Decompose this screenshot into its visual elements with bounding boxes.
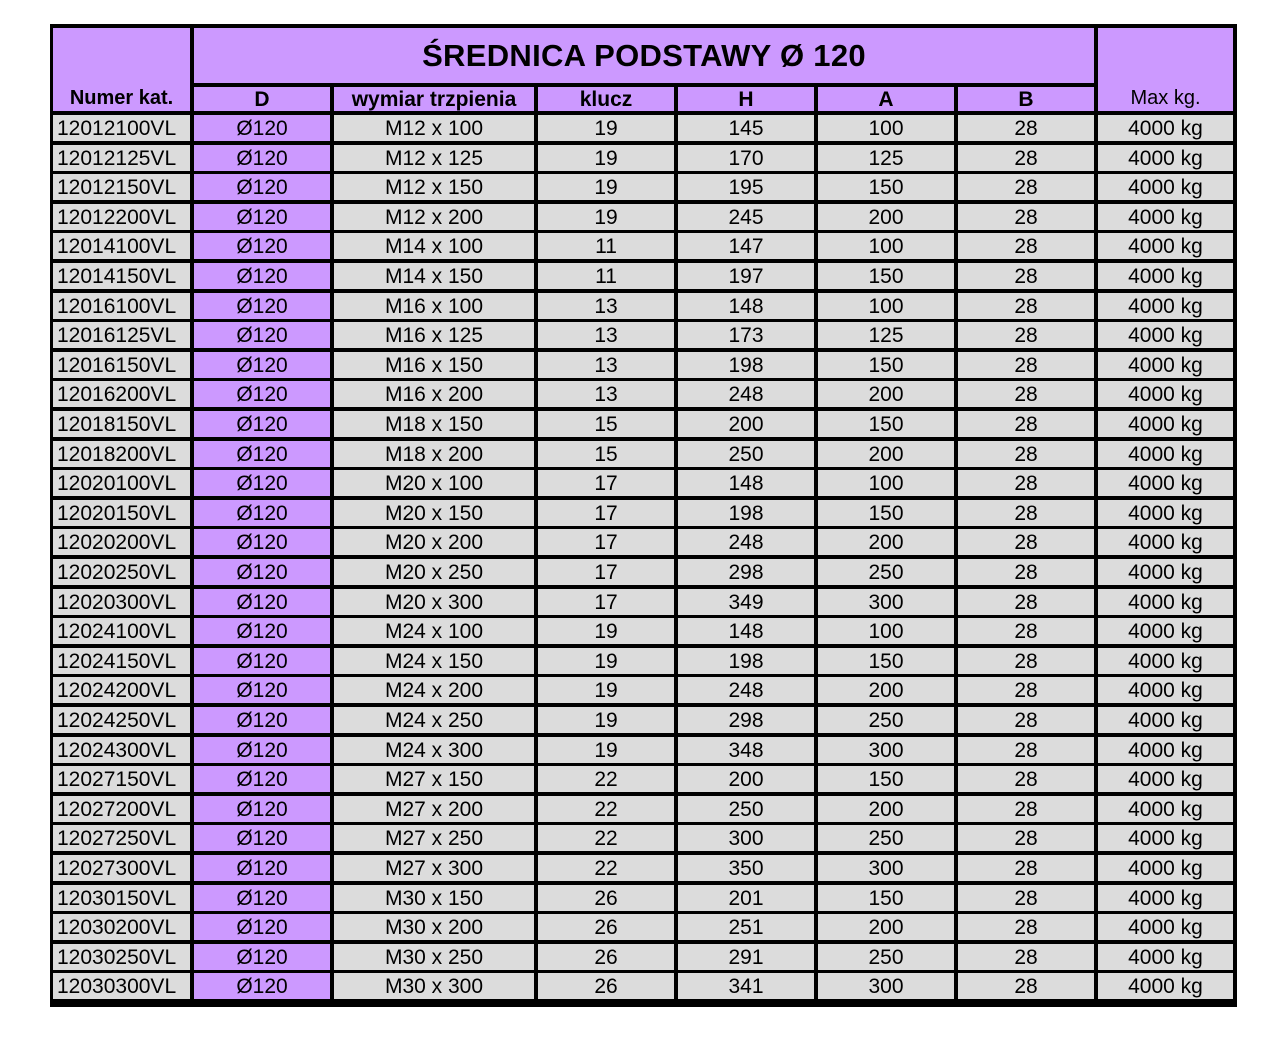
cell-klucz: 15	[538, 441, 674, 467]
cell-max-kg: 4000 kg	[1098, 500, 1233, 526]
cell-d: Ø120	[194, 115, 330, 141]
cell-b: 28	[958, 293, 1094, 319]
cell-klucz: 19	[538, 115, 674, 141]
cell-wymiar-trzpienia: M18 x 150	[334, 411, 534, 437]
cell-b: 28	[958, 381, 1094, 407]
cell-wymiar-trzpienia: M24 x 300	[334, 737, 534, 763]
cell-h: 148	[678, 293, 814, 319]
cell-numer-kat: 12012125VL	[53, 145, 190, 171]
cell-d: Ø120	[194, 885, 330, 911]
cell-a: 125	[818, 322, 954, 348]
header-klucz: klucz	[538, 87, 674, 111]
cell-a: 200	[818, 529, 954, 555]
cell-h: 200	[678, 766, 814, 792]
cell-klucz: 22	[538, 855, 674, 881]
cell-klucz: 13	[538, 293, 674, 319]
cell-max-kg: 4000 kg	[1098, 145, 1233, 171]
cell-b: 28	[958, 885, 1094, 911]
cell-a: 100	[818, 233, 954, 259]
header-b: B	[958, 87, 1094, 111]
cell-numer-kat: 12027300VL	[53, 855, 190, 881]
cell-max-kg: 4000 kg	[1098, 470, 1233, 496]
cell-max-kg: 4000 kg	[1098, 825, 1233, 851]
cell-numer-kat: 12012150VL	[53, 174, 190, 200]
cell-a: 150	[818, 885, 954, 911]
cell-max-kg: 4000 kg	[1098, 115, 1233, 141]
cell-b: 28	[958, 470, 1094, 496]
cell-h: 350	[678, 855, 814, 881]
header-numer-kat: Numer kat.	[53, 28, 190, 111]
cell-wymiar-trzpienia: M30 x 250	[334, 944, 534, 970]
cell-b: 28	[958, 322, 1094, 348]
cell-numer-kat: 12024100VL	[53, 618, 190, 644]
cell-numer-kat: 12014100VL	[53, 233, 190, 259]
cell-h: 148	[678, 470, 814, 496]
cell-h: 348	[678, 737, 814, 763]
cell-a: 100	[818, 293, 954, 319]
cell-a: 300	[818, 589, 954, 615]
cell-numer-kat: 12020300VL	[53, 589, 190, 615]
cell-klucz: 19	[538, 145, 674, 171]
cell-max-kg: 4000 kg	[1098, 411, 1233, 437]
cell-b: 28	[958, 944, 1094, 970]
cell-numer-kat: 12030250VL	[53, 944, 190, 970]
cell-numer-kat: 12014150VL	[53, 263, 190, 289]
cell-wymiar-trzpienia: M16 x 200	[334, 381, 534, 407]
cell-b: 28	[958, 766, 1094, 792]
cell-a: 300	[818, 973, 954, 999]
cell-h: 248	[678, 381, 814, 407]
cell-max-kg: 4000 kg	[1098, 441, 1233, 467]
cell-b: 28	[958, 648, 1094, 674]
cell-max-kg: 4000 kg	[1098, 885, 1233, 911]
cell-d: Ø120	[194, 470, 330, 496]
cell-max-kg: 4000 kg	[1098, 589, 1233, 615]
cell-h: 250	[678, 441, 814, 467]
cell-h: 170	[678, 145, 814, 171]
cell-d: Ø120	[194, 174, 330, 200]
cell-h: 250	[678, 796, 814, 822]
cell-d: Ø120	[194, 648, 330, 674]
cell-klucz: 19	[538, 707, 674, 733]
cell-d: Ø120	[194, 559, 330, 585]
cell-numer-kat: 12018150VL	[53, 411, 190, 437]
cell-wymiar-trzpienia: M14 x 100	[334, 233, 534, 259]
cell-klucz: 19	[538, 618, 674, 644]
cell-wymiar-trzpienia: M20 x 300	[334, 589, 534, 615]
cell-klucz: 13	[538, 322, 674, 348]
cell-wymiar-trzpienia: M14 x 150	[334, 263, 534, 289]
cell-b: 28	[958, 115, 1094, 141]
cell-b: 28	[958, 174, 1094, 200]
cell-h: 300	[678, 825, 814, 851]
cell-wymiar-trzpienia: M30 x 300	[334, 973, 534, 999]
cell-h: 147	[678, 233, 814, 259]
cell-wymiar-trzpienia: M12 x 125	[334, 145, 534, 171]
cell-klucz: 11	[538, 233, 674, 259]
cell-h: 251	[678, 914, 814, 940]
cell-wymiar-trzpienia: M16 x 125	[334, 322, 534, 348]
cell-max-kg: 4000 kg	[1098, 352, 1233, 378]
cell-a: 250	[818, 825, 954, 851]
cell-a: 125	[818, 145, 954, 171]
cell-max-kg: 4000 kg	[1098, 529, 1233, 555]
cell-a: 150	[818, 352, 954, 378]
cell-b: 28	[958, 233, 1094, 259]
cell-d: Ø120	[194, 766, 330, 792]
cell-max-kg: 4000 kg	[1098, 648, 1233, 674]
cell-klucz: 13	[538, 352, 674, 378]
cell-klucz: 26	[538, 973, 674, 999]
cell-d: Ø120	[194, 204, 330, 230]
cell-a: 200	[818, 441, 954, 467]
cell-d: Ø120	[194, 500, 330, 526]
cell-wymiar-trzpienia: M16 x 100	[334, 293, 534, 319]
cell-b: 28	[958, 825, 1094, 851]
cell-a: 100	[818, 115, 954, 141]
cell-d: Ø120	[194, 855, 330, 881]
cell-a: 150	[818, 174, 954, 200]
cell-wymiar-trzpienia: M30 x 150	[334, 885, 534, 911]
cell-klucz: 19	[538, 204, 674, 230]
cell-wymiar-trzpienia: M27 x 300	[334, 855, 534, 881]
cell-klucz: 17	[538, 529, 674, 555]
cell-numer-kat: 12020100VL	[53, 470, 190, 496]
cell-klucz: 19	[538, 737, 674, 763]
cell-b: 28	[958, 589, 1094, 615]
cell-b: 28	[958, 618, 1094, 644]
cell-max-kg: 4000 kg	[1098, 707, 1233, 733]
cell-numer-kat: 12018200VL	[53, 441, 190, 467]
cell-numer-kat: 12030200VL	[53, 914, 190, 940]
cell-d: Ø120	[194, 589, 330, 615]
cell-b: 28	[958, 204, 1094, 230]
cell-numer-kat: 12020200VL	[53, 529, 190, 555]
header-d: D	[194, 87, 330, 111]
cell-wymiar-trzpienia: M12 x 150	[334, 174, 534, 200]
cell-max-kg: 4000 kg	[1098, 796, 1233, 822]
cell-h: 198	[678, 352, 814, 378]
cell-h: 298	[678, 559, 814, 585]
cell-b: 28	[958, 707, 1094, 733]
cell-b: 28	[958, 352, 1094, 378]
cell-numer-kat: 12016100VL	[53, 293, 190, 319]
cell-h: 148	[678, 618, 814, 644]
cell-klucz: 17	[538, 500, 674, 526]
cell-h: 298	[678, 707, 814, 733]
cell-h: 145	[678, 115, 814, 141]
cell-numer-kat: 12030300VL	[53, 973, 190, 999]
cell-b: 28	[958, 737, 1094, 763]
cell-d: Ø120	[194, 145, 330, 171]
cell-a: 200	[818, 204, 954, 230]
cell-klucz: 15	[538, 411, 674, 437]
cell-wymiar-trzpienia: M12 x 100	[334, 115, 534, 141]
cell-h: 197	[678, 263, 814, 289]
cell-numer-kat: 12027150VL	[53, 766, 190, 792]
cell-wymiar-trzpienia: M18 x 200	[334, 441, 534, 467]
cell-b: 28	[958, 441, 1094, 467]
cell-klucz: 26	[538, 914, 674, 940]
cell-a: 150	[818, 648, 954, 674]
cell-h: 349	[678, 589, 814, 615]
cell-d: Ø120	[194, 263, 330, 289]
cell-d: Ø120	[194, 411, 330, 437]
cell-b: 28	[958, 855, 1094, 881]
cell-wymiar-trzpienia: M20 x 250	[334, 559, 534, 585]
cell-klucz: 22	[538, 825, 674, 851]
cell-max-kg: 4000 kg	[1098, 973, 1233, 999]
cell-numer-kat: 12027200VL	[53, 796, 190, 822]
cell-klucz: 22	[538, 766, 674, 792]
cell-numer-kat: 12016150VL	[53, 352, 190, 378]
cell-a: 250	[818, 944, 954, 970]
cell-max-kg: 4000 kg	[1098, 293, 1233, 319]
header-a: A	[818, 87, 954, 111]
cell-klucz: 19	[538, 677, 674, 703]
cell-numer-kat: 12016200VL	[53, 381, 190, 407]
cell-wymiar-trzpienia: M24 x 250	[334, 707, 534, 733]
cell-wymiar-trzpienia: M16 x 150	[334, 352, 534, 378]
table-title: ŚREDNICA PODSTAWY Ø 120	[194, 28, 1094, 83]
cell-a: 200	[818, 796, 954, 822]
cell-wymiar-trzpienia: M12 x 200	[334, 204, 534, 230]
cell-max-kg: 4000 kg	[1098, 855, 1233, 881]
cell-wymiar-trzpienia: M24 x 100	[334, 618, 534, 644]
cell-d: Ø120	[194, 796, 330, 822]
cell-max-kg: 4000 kg	[1098, 233, 1233, 259]
cell-b: 28	[958, 145, 1094, 171]
cell-h: 341	[678, 973, 814, 999]
cell-klucz: 22	[538, 796, 674, 822]
cell-max-kg: 4000 kg	[1098, 381, 1233, 407]
cell-d: Ø120	[194, 737, 330, 763]
cell-a: 100	[818, 618, 954, 644]
cell-max-kg: 4000 kg	[1098, 944, 1233, 970]
cell-klucz: 17	[538, 470, 674, 496]
cell-a: 150	[818, 411, 954, 437]
cell-wymiar-trzpienia: M27 x 250	[334, 825, 534, 851]
cell-wymiar-trzpienia: M24 x 150	[334, 648, 534, 674]
cell-a: 200	[818, 677, 954, 703]
cell-numer-kat: 12012100VL	[53, 115, 190, 141]
cell-max-kg: 4000 kg	[1098, 737, 1233, 763]
cell-numer-kat: 12030150VL	[53, 885, 190, 911]
header-h: H	[678, 87, 814, 111]
cell-d: Ø120	[194, 293, 330, 319]
cell-max-kg: 4000 kg	[1098, 322, 1233, 348]
cell-numer-kat: 12016125VL	[53, 322, 190, 348]
cell-a: 200	[818, 914, 954, 940]
cell-max-kg: 4000 kg	[1098, 766, 1233, 792]
cell-wymiar-trzpienia: M24 x 200	[334, 677, 534, 703]
cell-d: Ø120	[194, 352, 330, 378]
cell-a: 200	[818, 381, 954, 407]
cell-a: 150	[818, 263, 954, 289]
cell-h: 198	[678, 648, 814, 674]
cell-a: 100	[818, 470, 954, 496]
cell-b: 28	[958, 973, 1094, 999]
cell-a: 150	[818, 500, 954, 526]
cell-d: Ø120	[194, 825, 330, 851]
cell-numer-kat: 12020250VL	[53, 559, 190, 585]
cell-h: 248	[678, 529, 814, 555]
header-wymiar-trzpienia: wymiar trzpienia	[334, 87, 534, 111]
cell-max-kg: 4000 kg	[1098, 618, 1233, 644]
header-max-kg: Max kg.	[1098, 28, 1233, 111]
cell-d: Ø120	[194, 441, 330, 467]
cell-d: Ø120	[194, 944, 330, 970]
cell-d: Ø120	[194, 618, 330, 644]
cell-wymiar-trzpienia: M27 x 150	[334, 766, 534, 792]
cell-max-kg: 4000 kg	[1098, 559, 1233, 585]
cell-klucz: 17	[538, 589, 674, 615]
cell-b: 28	[958, 500, 1094, 526]
cell-wymiar-trzpienia: M27 x 200	[334, 796, 534, 822]
cell-b: 28	[958, 559, 1094, 585]
cell-numer-kat: 12024200VL	[53, 677, 190, 703]
cell-b: 28	[958, 796, 1094, 822]
cell-numer-kat: 12024150VL	[53, 648, 190, 674]
cell-max-kg: 4000 kg	[1098, 677, 1233, 703]
cell-d: Ø120	[194, 914, 330, 940]
cell-max-kg: 4000 kg	[1098, 263, 1233, 289]
cell-h: 248	[678, 677, 814, 703]
cell-klucz: 17	[538, 559, 674, 585]
cell-numer-kat: 12027250VL	[53, 825, 190, 851]
cell-numer-kat: 12012200VL	[53, 204, 190, 230]
cell-klucz: 11	[538, 263, 674, 289]
cell-d: Ø120	[194, 529, 330, 555]
cell-h: 198	[678, 500, 814, 526]
cell-h: 291	[678, 944, 814, 970]
cell-d: Ø120	[194, 322, 330, 348]
cell-a: 250	[818, 559, 954, 585]
cell-d: Ø120	[194, 973, 330, 999]
cell-max-kg: 4000 kg	[1098, 174, 1233, 200]
cell-wymiar-trzpienia: M20 x 100	[334, 470, 534, 496]
cell-wymiar-trzpienia: M20 x 150	[334, 500, 534, 526]
cell-b: 28	[958, 411, 1094, 437]
cell-max-kg: 4000 kg	[1098, 204, 1233, 230]
cell-b: 28	[958, 677, 1094, 703]
cell-h: 201	[678, 885, 814, 911]
cell-d: Ø120	[194, 677, 330, 703]
cell-wymiar-trzpienia: M30 x 200	[334, 914, 534, 940]
cell-klucz: 13	[538, 381, 674, 407]
cell-numer-kat: 12024300VL	[53, 737, 190, 763]
cell-h: 195	[678, 174, 814, 200]
cell-d: Ø120	[194, 707, 330, 733]
catalog-table	[50, 24, 1237, 1007]
cell-h: 200	[678, 411, 814, 437]
cell-wymiar-trzpienia: M20 x 200	[334, 529, 534, 555]
cell-h: 173	[678, 322, 814, 348]
cell-d: Ø120	[194, 233, 330, 259]
cell-b: 28	[958, 529, 1094, 555]
cell-h: 245	[678, 204, 814, 230]
cell-a: 250	[818, 707, 954, 733]
cell-klucz: 19	[538, 648, 674, 674]
cell-klucz: 26	[538, 944, 674, 970]
cell-max-kg: 4000 kg	[1098, 914, 1233, 940]
cell-b: 28	[958, 914, 1094, 940]
cell-a: 300	[818, 737, 954, 763]
cell-a: 300	[818, 855, 954, 881]
cell-b: 28	[958, 263, 1094, 289]
cell-numer-kat: 12024250VL	[53, 707, 190, 733]
cell-d: Ø120	[194, 381, 330, 407]
cell-klucz: 19	[538, 174, 674, 200]
cell-a: 150	[818, 766, 954, 792]
cell-numer-kat: 12020150VL	[53, 500, 190, 526]
cell-klucz: 26	[538, 885, 674, 911]
